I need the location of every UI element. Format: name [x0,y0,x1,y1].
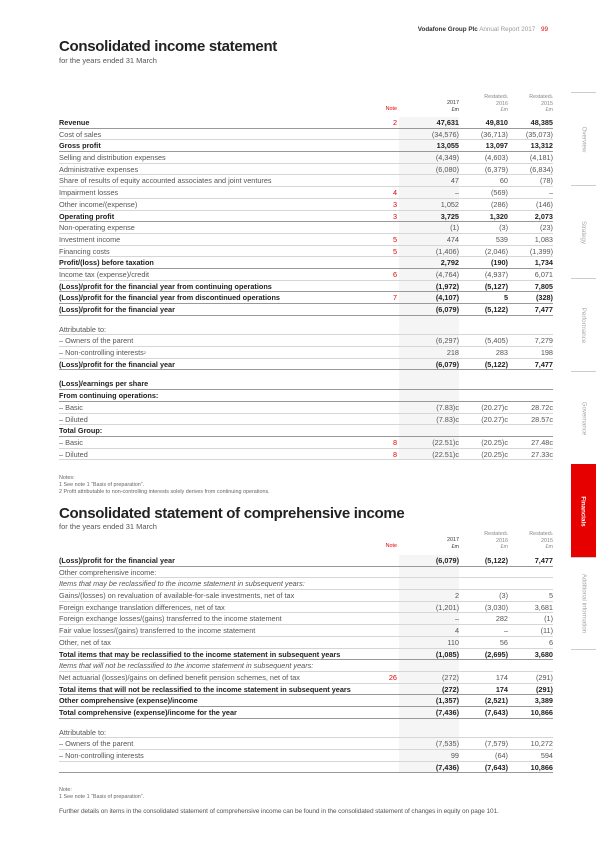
value-2016: 5 [503,293,508,303]
table-row [59,234,553,246]
value-2016: (4,603) [484,153,508,163]
row-note-ref: 5 [392,246,397,256]
col-2015-sup: 1 [550,531,553,536]
value-2015: (4,181) [529,153,553,163]
row-label: – Basic [59,437,83,447]
table-row [59,246,553,258]
value-2016: (7,643) [484,762,508,772]
value-2016: 60 [499,176,508,186]
row-label: Fair value losses/(gains) transferred to the income statement [59,626,256,636]
table-row [59,449,553,461]
value-2015: (6,834) [529,164,553,174]
tab-governance-label: Governance [580,401,587,435]
income-note-heading: Notes: [59,475,75,481]
row-label: Items that may be reclassified to the income statement in subsequent years: [59,579,305,589]
row-note-ref: 2 [392,118,397,127]
row-label: Total comprehensive (expense)/income for the year [59,707,237,717]
value-2015: 198 [540,348,553,358]
table-row [59,613,553,625]
value-2017: (272) [441,672,459,682]
col-2016-unit: £m [500,544,508,551]
income-statement-table [59,117,553,460]
row-label-footnote-ref: 2 [143,350,147,356]
row-label: Impairment losses [59,188,119,198]
row-label: Gross profit [59,141,101,151]
value-2015: 7,805 [534,281,553,291]
table-row [59,335,553,347]
value-2016: – [503,626,508,636]
row-label: – Non-controlling interests$^2$ [59,348,147,358]
note-column-header: Note [385,106,397,112]
col-2015-tag: Restated [529,531,551,537]
value-2015: (1) [544,614,553,624]
comprehensive-column-headers [59,531,553,555]
row-label: Revenue [59,118,90,127]
row-label: Administrative expenses [59,164,139,174]
value-2016: (20.25)c [481,449,508,459]
tab-additional-information-label: Additional information [580,573,588,634]
row-label: Non-operating expense [59,223,135,233]
value-2015: (291) [535,684,553,694]
col-2015-unit: £m [545,544,553,551]
value-2015: – [548,188,553,198]
value-2015: 3,389 [534,696,553,706]
value-2016: (20.25)c [481,437,508,447]
further-details-text: Further details on items in the consolidated statement of comprehensive income can be found in the consolidated statement of changes in equity on page 101. [59,808,499,815]
table-row [59,567,553,579]
value-2017: 99 [450,751,459,760]
col-2017-unit: £m [451,106,459,113]
value-2015: 10,866 [530,707,553,717]
row-note-ref: 3 [392,199,397,209]
row-label: Other income/(expense) [59,199,138,209]
value-2017: (1,406) [435,246,459,256]
value-2017: – [454,188,459,198]
row-label: Net actuarial (losses)/gains on defined benefit pension schemes, net of tax [59,672,300,682]
col-2017-year: 2017 [447,537,459,543]
value-2017: (22.51)c [432,437,459,447]
value-2017: 110 [447,637,459,647]
table-row [59,602,553,614]
comprehensive-note-heading: Note: [59,787,72,793]
col-2016-sup: 1 [505,94,508,99]
value-2015: 7,477 [534,556,553,565]
row-note-ref: 5 [392,234,397,244]
row-label: (Loss)/earnings per share [59,379,149,389]
row-label: Attributable to: [59,727,107,737]
value-2015: 1,083 [534,234,553,244]
table-row [59,117,553,129]
value-2016: (5,127) [484,281,508,291]
col-2016-unit: £m [500,107,508,114]
section-tabs [571,92,596,650]
value-2016: 283 [495,348,508,358]
row-label: Cost of sales [59,129,102,139]
value-2017: (7.83)c [436,402,459,412]
col-2015-unit: £m [545,107,553,114]
col-2017-year: 2017 [447,100,459,106]
tab-financials-label: Financials [580,495,588,527]
table-row [59,199,553,211]
table-row [59,187,553,199]
value-2016: (569) [490,188,508,198]
value-2016: (4,937) [484,269,508,279]
tab-overview[interactable] [571,92,596,185]
tab-strategy[interactable] [571,185,596,278]
value-2015: 7,477 [534,305,553,314]
table-row [59,555,553,567]
row-label: Total Group: [59,426,103,436]
value-2016: (2,046) [484,246,508,256]
value-2015: 13,312 [530,141,553,151]
value-2015: (23) [540,223,553,233]
table-row [59,425,553,437]
value-2016: 49,810 [485,118,508,127]
table-row [59,304,553,316]
value-2015: 28.72c [531,402,553,412]
table-row [59,211,553,223]
value-2017: (22.51)c [432,449,459,459]
comprehensive-notes [59,787,144,801]
value-2016: 1,320 [489,211,508,221]
row-label: – Owners of the parent [59,739,134,749]
value-2017: (7,436) [435,762,459,772]
row-label: Share of results of equity accounted associates and joint ventures [59,176,272,186]
row-label: Gains/(losses) on revaluation of available-for-sale investments, net of tax [59,591,295,601]
comprehensive-note-1: 1 See note 1 “Basis of preparation”. [59,794,145,800]
value-2016: (64) [495,751,508,760]
value-2015: 10,866 [530,762,553,772]
value-2017: (1,085) [435,649,459,659]
tab-financials[interactable] [571,464,596,557]
tab-performance-label: Performance [580,307,588,343]
row-label: Other comprehensive income: [59,567,157,577]
row-label: (Loss)/profit for the financial year from discontinued operations [59,293,280,303]
table-row [59,359,553,371]
col-2015-tag: Restated [529,94,551,100]
value-2016: (3) [499,223,508,233]
value-2015: 3,681 [534,602,553,612]
col-2016-tag: Restated [484,94,506,100]
income-column-headers [59,94,553,118]
row-label: Financing costs [59,246,110,256]
tab-performance[interactable] [571,278,596,371]
row-note-ref: 26 [388,672,397,682]
value-2016: (2,521) [484,696,508,706]
table-row [59,269,553,281]
value-2017: 3,725 [440,211,459,221]
row-label: (Loss)/profit for the financial year [59,359,175,369]
value-2017: 4 [454,626,459,636]
table-row [59,672,553,684]
value-2015: (291) [535,672,553,682]
value-2017: (6,080) [435,164,459,174]
row-label: Other, net of tax [59,637,111,647]
value-2017: (34,576) [431,129,459,139]
value-2015: 6 [548,637,553,647]
table-row [59,129,553,141]
comprehensive-income-table [59,555,553,773]
value-2015: (328) [535,293,553,303]
value-2017: (6,297) [435,336,459,346]
value-2016: 174 [495,672,508,682]
row-label: – Diluted [59,414,88,424]
value-2016: (2,695) [484,649,508,659]
table-row [59,175,553,187]
table-row [59,590,553,602]
value-2015: 5 [548,591,553,601]
tab-overview-label: Overview [580,126,588,152]
value-2015: 6,071 [534,269,553,279]
value-2016: (36,713) [480,129,508,139]
table-row [59,684,553,696]
table-row [59,750,553,762]
value-2016: (7,643) [484,707,508,717]
table-row [59,414,553,426]
table-row [59,152,553,164]
value-2017: (4,107) [435,293,459,303]
table-row [59,437,553,449]
row-label: Selling and distribution expenses [59,153,166,163]
row-label: Foreign exchange translation differences, net of tax [59,602,225,612]
value-2016: 539 [495,234,508,244]
value-2015: 594 [540,751,553,760]
value-2017: 474 [446,234,459,244]
value-2016: (5,122) [484,359,508,369]
value-2016: 282 [495,614,508,624]
income-statement-title: Consolidated income statement [59,38,278,55]
brand-name: Vodafone Group Plc [417,26,478,33]
value-2016: (20.27)c [481,414,508,424]
row-label: Total items that will not be reclassified to the income statement in subsequent years [59,684,351,694]
report-name: Annual Report 2017 [479,26,536,33]
table-row [59,649,553,661]
col-2015-sup: 1 [550,94,553,99]
comprehensive-income-title: Consolidated statement of comprehensive income [59,505,405,522]
value-2017: (7,436) [435,707,459,717]
value-2017: (1,972) [435,281,459,291]
value-2015: (35,073) [525,129,553,139]
col-2016-sup: 1 [505,531,508,536]
row-label: Attributable to: [59,324,107,334]
value-2016: (5,405) [484,336,508,346]
table-row [59,695,553,707]
row-label: (Loss)/profit for the financial year [59,305,175,314]
income-note-2: 2 Profit attributable to non-controlling interests solely derives from continuing operations. [59,489,270,495]
value-2017: 2 [454,591,459,601]
table-row [59,707,553,719]
row-label: Items that will not be reclassified to the income statement in subsequent years: [59,661,314,671]
value-2015: (146) [535,199,553,209]
col-2015-header [493,94,553,114]
value-2016: (7,579) [484,739,508,749]
value-2016: (3,030) [484,602,508,612]
value-2015: (78) [540,176,553,186]
col-2015-year: 2015 [541,100,553,107]
value-2015: 2,073 [534,211,553,221]
value-2015: 1,734 [534,258,553,268]
value-2015: 10,272 [530,739,553,749]
row-note-ref: 8 [392,449,397,459]
value-2016: (6,379) [484,164,508,174]
row-label: – Non-controlling interests [59,751,144,760]
value-2017: (6,079) [435,556,459,565]
value-2016: 13,097 [485,141,508,151]
row-note-ref: 3 [392,211,397,221]
table-row [59,324,553,336]
income-note-1: 1 See note 1 “Basis of preparation”. [59,482,145,488]
table-row [59,738,553,750]
table-row [59,378,553,390]
table-row [59,625,553,637]
value-2017: (272) [441,684,459,694]
value-2017: 13,055 [436,141,459,151]
table-row [59,402,553,414]
value-2017: (6,079) [435,305,459,314]
table-row [59,257,553,269]
value-2016: (3) [499,591,508,601]
table-row [59,727,553,739]
tab-governance[interactable] [571,371,596,464]
table-row [59,164,553,176]
page-number: 99 [540,26,548,33]
table-row [59,292,553,304]
row-label: Investment income [59,234,121,244]
table-row [59,578,553,590]
value-2017: (1) [450,223,459,233]
value-2016: 56 [499,637,508,647]
value-2016: (286) [490,199,508,209]
tab-strategy-label: Strategy [579,220,587,244]
table-row [59,222,553,234]
value-2017: (1,357) [435,696,459,706]
value-2017: (7.83)c [436,414,459,424]
row-label: (Loss)/profit for the financial year [59,556,175,565]
value-2017: – [454,614,459,624]
value-2017: (4,349) [435,153,459,163]
value-2015: (11) [540,626,553,636]
col-2016-year: 2016 [496,537,508,544]
row-label: Profit/(loss) before taxation [59,258,154,268]
page-header [418,26,548,33]
row-note-ref: 8 [392,437,397,447]
col-2015-header [493,531,553,551]
tab-additional-information[interactable] [571,557,596,650]
value-2015: 48,385 [530,118,553,127]
value-2016: (5,122) [484,556,508,565]
value-2016: (5,122) [484,305,508,314]
income-notes [59,475,270,496]
table-row [59,637,553,649]
col-2015-year: 2015 [541,537,553,544]
table-row [59,140,553,152]
row-label: Total items that may be reclassified to the income statement in subsequent years [59,649,341,659]
row-label: Income tax (expense)/credit [59,269,150,279]
row-label: Other comprehensive (expense)/income [59,696,198,706]
value-2017: (6,079) [435,359,459,369]
row-label: (Loss)/profit for the financial year from continuing operations [59,281,272,291]
value-2017: 47,631 [436,118,459,127]
value-2015: 7,477 [534,359,553,369]
col-2016-year: 2016 [496,100,508,107]
row-note-ref: 6 [392,269,397,279]
value-2017: (1,201) [435,602,459,612]
table-row [59,347,553,359]
value-2015: 7,279 [534,336,553,346]
value-2017: 47 [450,176,459,186]
value-2016: 174 [495,684,508,694]
comprehensive-income-subtitle: for the years ended 31 March [59,522,157,531]
value-2015: 27.48c [531,437,553,447]
row-note-ref: 4 [392,188,397,198]
value-2017: 1,052 [440,199,459,209]
row-label: – Diluted [59,449,88,459]
table-row [59,281,553,293]
table-row [59,390,553,402]
col-2017-unit: £m [451,543,459,550]
value-2017: (7,535) [435,739,459,749]
income-statement-subtitle: for the years ended 31 March [59,56,157,65]
value-2017: 2,792 [440,258,459,268]
value-2015: 3,680 [534,649,553,659]
value-2015: (1,399) [529,246,553,256]
note-column-header: Note [385,543,397,549]
row-label: – Basic [59,402,83,412]
col-2016-tag: Restated [484,531,506,537]
row-label: Operating profit [59,211,115,221]
row-note-ref: 7 [392,293,397,303]
value-2016: (20.27)c [481,402,508,412]
value-2015: 27.33c [531,449,553,459]
value-2017: 218 [446,348,459,358]
value-2015: 28.57c [531,414,553,424]
value-2016: (190) [490,258,508,268]
value-2017: (4,764) [435,269,459,279]
table-row [59,660,553,672]
row-label: Foreign exchange losses/(gains) transferred to the income statement [59,614,282,624]
row-label: From continuing operations: [59,391,159,401]
row-label: – Owners of the parent [59,336,134,346]
table-row [59,762,553,774]
